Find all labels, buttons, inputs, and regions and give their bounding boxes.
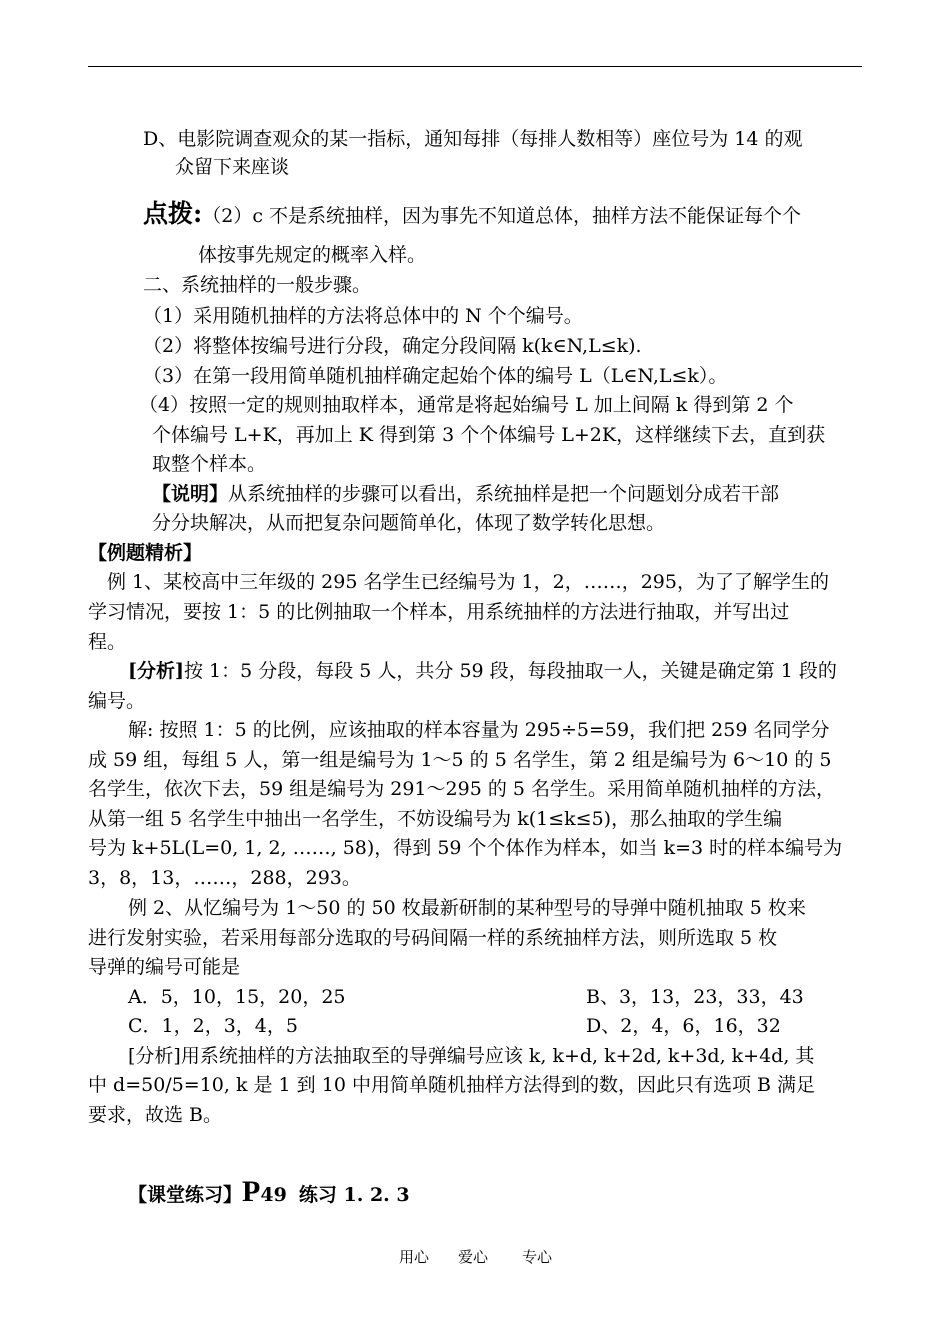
- option-d-line2: 众留下来座谈: [175, 156, 290, 178]
- solution1-line4: 从第一组 5 名学生中抽出一名学生，不妨设编号为 k(1≤k≤5)，那么抽取的学生编: [88, 808, 783, 830]
- footer-item-2: 爱心: [458, 1248, 489, 1266]
- option-c: C．1，2，3，4，5: [128, 1015, 298, 1037]
- hint-line2: 体按事先规定的概率入样。: [198, 244, 427, 266]
- example1-line3: 程。: [88, 631, 127, 653]
- hint-line1: [143, 200, 801, 230]
- practice-exercise: 练习 1. 2. 3: [298, 1184, 410, 1206]
- steps-heading: 二、系统抽样的一般步骤。: [143, 274, 372, 296]
- note-label: 【说明】: [152, 483, 229, 505]
- footer-item-1: 用心: [399, 1248, 430, 1266]
- analysis1-line1: [128, 659, 837, 683]
- options-row-1: [128, 985, 828, 1009]
- step-3: （3）在第一段用简单随机抽样确定起始个体的编号 L（L∈N,L≤k）。: [143, 365, 728, 387]
- analysis1-line2: 编号。: [88, 690, 146, 712]
- solution1-line6: 3，8，13，……，288，293。: [88, 867, 361, 889]
- practice-line: [128, 1173, 410, 1214]
- step-4-line3: 取整个样本。: [152, 453, 267, 475]
- note-line1: [152, 482, 779, 506]
- example1-line2: 学习情况，要按 1：5 的比例抽取一个样本，用系统抽样的方法进行抽取，并写出过: [88, 601, 790, 623]
- option-a: A．5，10，15，20，25: [128, 986, 346, 1008]
- step-4-line1: （4）按照一定的规则抽取样本，通常是将起始编号 L 加上间隔 k 得到第 2 个: [139, 394, 794, 416]
- step-1: （1）采用随机抽样的方法将总体中的 N 个个编号。: [143, 305, 583, 327]
- footer-item-3: 专心: [522, 1248, 553, 1266]
- practice-label: 【课堂练习】: [128, 1184, 243, 1206]
- analysis2-line2: 中 d=50/5=10, k 是 1 到 10 中用简单随机抽样方法得到的数，因此只有选项 B 满足: [88, 1074, 815, 1096]
- note-text1: 从系统抽样的步骤可以看出，系统抽样是把一个问题划分成若干部: [228, 483, 780, 505]
- practice-page-number: 49: [260, 1184, 287, 1206]
- header-rule: [88, 66, 862, 67]
- option-d-line1: D、电影院调查观众的某一指标，通知每排（每排人数相等）座位号为 14 的观: [143, 128, 803, 150]
- option-b: B、3，13，23，33，43: [586, 986, 804, 1008]
- examples-heading: 【例题精析】: [88, 542, 203, 564]
- step-2: （2）将整体按编号进行分段，确定分段间隔 k(k∈N,L≤k).: [143, 335, 642, 357]
- analysis2-line3: 要求，故选 B。: [88, 1104, 223, 1126]
- solution1-line1: 解: 按照 1：5 的比例，应该抽取的样本容量为 295÷5=59，我们把 259 名同学分: [128, 719, 830, 741]
- solution1-line3: 名学生，依次下去，59 组是编号为 291～295 的 5 名学生。采用简单随机抽样的方法，: [88, 778, 835, 800]
- analysis1-text1: 按 1：5 分段，每段 5 人，共分 59 段，每段抽取一人，关键是确定第 1 段的: [183, 660, 837, 682]
- solution1-line2: 成 59 组，每组 5 人，第一组是编号为 1～5 的 5 名学生，第 2 组是编号为 6～10 的 5: [88, 749, 832, 771]
- step-4-line2: 个体编号 L+K，再加上 K 得到第 3 个个体编号 L+2K，这样继续下去，直到获: [152, 424, 826, 446]
- example2-line1: 例 2、从忆编号为 1～50 的 50 枚最新研制的某种型号的导弹中随机抽取 5 枚来: [128, 897, 806, 919]
- example2-line3: 导弹的编号可能是: [88, 956, 241, 978]
- analysis2-line1: [分析]用系统抽样的方法抽取至的导弹编号应该 k, k+d, k+2d, k+3d, k+4d, 其: [128, 1045, 815, 1067]
- note-line2: 分分块解决，从而把复杂问题简单化，体现了数学转化思想。: [152, 512, 666, 534]
- analysis1-label: [分析]: [128, 660, 184, 682]
- hint-label: 点拨:: [143, 199, 203, 228]
- option-d: D、2，4，6，16，32: [586, 1015, 781, 1037]
- practice-page-letter: P: [242, 1175, 261, 1208]
- options-row-2: [128, 1014, 828, 1038]
- solution1-line5: 号为 k+5L(L=0, 1, 2, ……, 58)，得到 59 个个体作为样本，如当 k=3 时的样本编号为: [88, 837, 843, 859]
- example2-line2: 进行发射实验，若采用每部分选取的号码间隔一样的系统抽样方法，则所选取 5 枚: [88, 927, 778, 949]
- hint-text1: （2）c 不是系统抽样，因为事先不知道总体，抽样方法不能保证每个个: [202, 205, 802, 227]
- example1-line1: 例 1、某校高中三年级的 295 名学生已经编号为 1，2，……，295，为了了解学生的: [107, 571, 829, 593]
